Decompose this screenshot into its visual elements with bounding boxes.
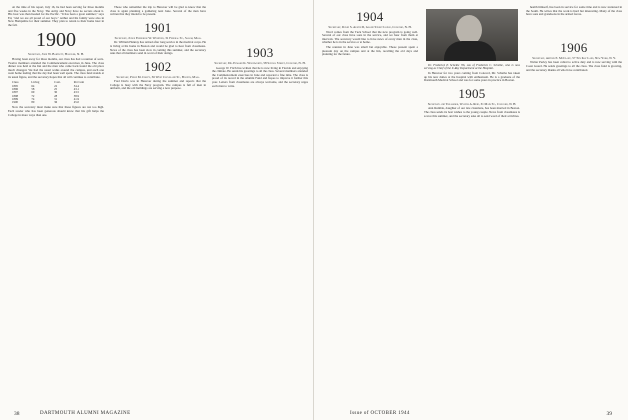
page-number: 38 [14, 411, 20, 417]
table-cell: 38.9 [73, 93, 79, 98]
secretary-line: Secretary, Dr. Edward K. Woodworth, 58 School Street, Concord, N. H. [214, 61, 306, 65]
photo-caption: Dr. Frederick P. Scheibe '06, son of Frederick C. Scheibe, who is now serving as Chief of the X-Ray Department at the Hospital. [424, 63, 520, 71]
right-column-3 [526, 6, 622, 73]
class-year-heading: 1901 [144, 19, 172, 35]
class-notes-text: Ann Rumble, daughter of our late classmate, has been married in Boston. The class sends its best wishes to the young couple. News from classmates is scarce this summer, and the secretary asks all to send word of their activities. [424, 106, 520, 118]
class-year-heading: 1902 [144, 58, 172, 74]
table-cell: 25 [54, 86, 58, 91]
table-row [11, 101, 101, 104]
secretary-line: Secretary, Philip M. Cristy, 36 West Cleveland St., Boston, Mass. [116, 74, 200, 79]
table-cell: 30 [54, 90, 58, 95]
secretary-line: Secretary, Arthur E. McClary, 57 Ten Kay Lane, New York, N. Y. [532, 55, 616, 60]
class-notes-text: The reunion in June was small but enjoyable. Those present spent a pleasant day on the campus and at the Inn, recalling the old days and planning for the future. [322, 45, 418, 57]
secretary-line: Secretary and Treasurer, Walter A. Reid, 31 Main St., Concord, N. H. [427, 101, 517, 106]
table-header: Class [12, 80, 19, 85]
table-cell: 74 [31, 96, 35, 101]
left-column-1 [8, 6, 104, 118]
class-year-heading: 1900 [36, 29, 76, 52]
running-footer: DARTMOUTH ALUMNI MAGAZINE [40, 411, 131, 416]
col1-top-text: At the time of his report, July 16, he had been serving for three months and five weeks in the Navy. The Army and Navy have no secrets about it. His boat was then headed for the Pacific. "It has been a great summer," says Ed, "and we are all proud of our boys." Arthur and his family were also in New Hampshire for their summer. They plan to return to their home later in the fall. [8, 5, 104, 27]
class-notes-text: Walter Perley has been called to active duty and is now serving with the Coast Guard. He sends greetings to all the class. The class fund is growing, and the secretary thanks all who have contributed. [526, 60, 622, 72]
table-cell: 31 [54, 96, 58, 101]
table-cell: 45.0 [73, 100, 79, 105]
class-notes-text: Dr. William Hannay has retired after long service in the medical corps. He is living at his home in Boston and would be glad to hear from classmates. News of the class has been slow in coming this summer, and the secretary asks that all members send in word of their doings. [110, 40, 206, 56]
portrait-photo [426, 9, 518, 61]
class-year-heading: 1903 [246, 45, 274, 60]
class-fund-table [11, 81, 101, 104]
secretary-line: Secretary, John W. Bartlett, Hanover, N. H. [28, 52, 84, 57]
table-cell: 1898 [12, 93, 18, 98]
table-cell: 43.1 [73, 86, 79, 91]
portrait-body [444, 41, 496, 61]
left-column-3 [212, 6, 308, 89]
class-year-heading: 1906 [560, 39, 588, 55]
running-footer: Issue of OCTOBER 1944 [350, 411, 410, 416]
table-cell: 34.4 [73, 83, 79, 88]
right-column-1 [322, 6, 418, 58]
class-notes-text: Having been away for three months, our class has had a reunion of sorts. Twelve members attended the Commencement exercises in June. The class dinner was held at the Inn and the men who came back found the old place much changed. We had the usual walks around the campus, and each one went home feeling that the day had been well spent. The class fund stands at its usual figure, and the secretary hopes that all will continue to contribute. [8, 57, 104, 79]
class-year-heading: 1904 [356, 9, 384, 24]
class-year-heading: 1905 [458, 85, 486, 101]
table-cell: 1895 [12, 83, 18, 88]
table-header: Cont. [54, 80, 61, 85]
right-column-2 [424, 6, 520, 119]
table-cell: 58 [31, 86, 35, 91]
page-number: 39 [606, 411, 612, 417]
table-cell: 22 [54, 83, 58, 88]
table-cell: 43.5 [73, 90, 79, 95]
table-header: Living [31, 80, 40, 85]
left-column-2 [110, 6, 206, 92]
table-cell: 1897 [12, 90, 18, 95]
right-page [314, 0, 628, 420]
table-cell: 28 [54, 93, 58, 98]
table-cell: 64 [31, 83, 35, 88]
table-cell: 41.9 [73, 96, 79, 101]
class-notes-text: Fred Davis was in Hanover during the summer and reports that the College is busy with the Navy program. The campus is full of men in uniform, and the old buildings are serving a new purpose. [110, 79, 206, 91]
table-cell: 1900 [12, 100, 18, 105]
table-cell: 1896 [12, 86, 18, 91]
class-notes-text: Those who remember the trip to Hanover will be glad to know that the class is again planning a gathering next June. Several of the men have written that they intend to be present. [110, 5, 206, 17]
table-cell: 72 [31, 93, 35, 98]
table-cell: 80 [31, 100, 35, 105]
secretary-line: Secretary, Judge Frederick W. Worthen, 31 Federal St., Salem, Mass. [114, 35, 202, 40]
class-notes-text: George W. Fitch has written that he is now living in Florida and enjoying the climate. He sends his greetings to all the class. Several members attended the Commencement exercises in June and reported a fine time. The class is proud of its record in the Alumni Fund and hopes to improve it further this year. Letters from classmates are always welcome, and the secretary urges each man to write. [212, 65, 308, 88]
class-notes-text: In Hanover for two years coming from Concord, Mr. Scheibe has taken up his new duties at the hospital with enthusiasm. He is a graduate of the Dartmouth Medical School and was for some years in practice in Boston. [424, 71, 520, 83]
class-notes-text: Word comes from the Tuck School that the new program is going well. Several of our class have sons in the service, and we hear from them at intervals. The secretary would like to have news of every man in the class, whether he is in the service or at home. [322, 29, 418, 45]
table-cell: 69 [31, 90, 35, 95]
secretary-line: Secretary, David S. Austin II, Grand Street Lodge, Concord, N. H. [328, 25, 412, 29]
table-cell: 36 [54, 100, 58, 105]
table-cell: 1899 [12, 96, 18, 101]
class-notes-text: Now the secretary must make sure that these figures are not too high. Each reader who has been generous should know that his gift helps the College in more ways than one. [8, 105, 104, 117]
class-notes-text: health himself, has been in service for some time and is now stationed in the South. He writes that the work is hard but interesting. Many of the class have sons and grandsons in the armed forces. [526, 5, 622, 17]
table-header: Per Cent [73, 80, 85, 85]
